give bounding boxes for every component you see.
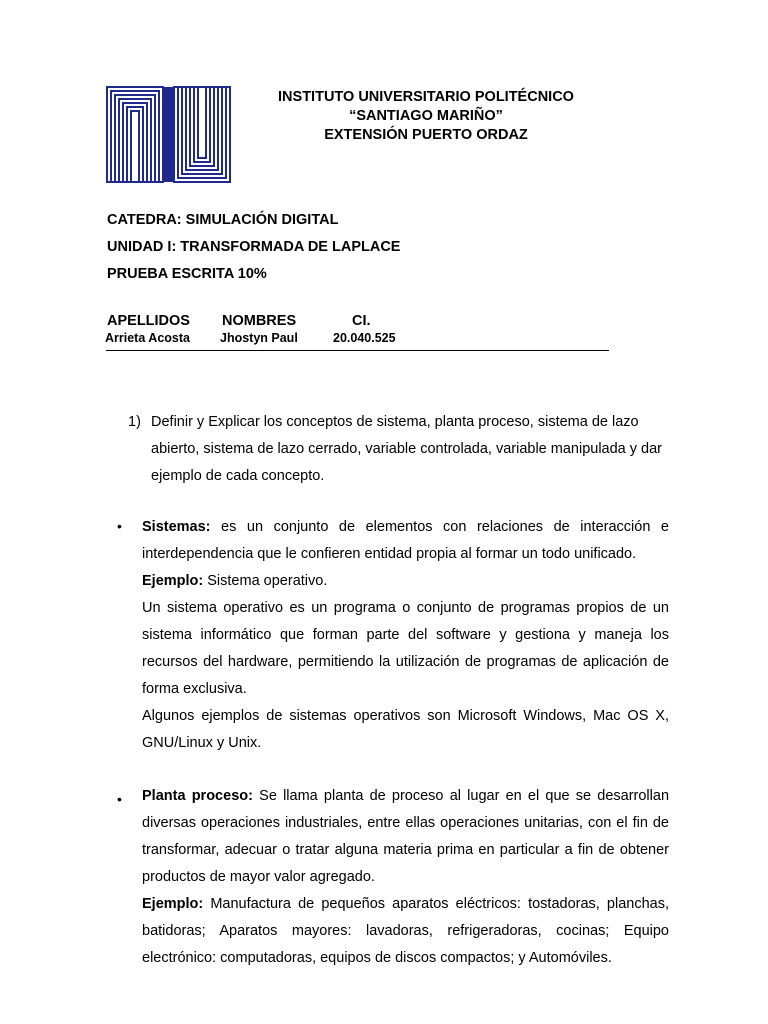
bullet-icon: • (117, 791, 122, 807)
question-text: Definir y Explicar los conceptos de sistema, planta proceso, sistema de lazo abierto, sistema de lazo cerrado, variable controlada, variable manipulada y dar ejemplo de cada concepto. (151, 414, 663, 484)
question-number: 1) (128, 414, 141, 430)
header-divider (106, 350, 609, 351)
sistemas-example-text: Sistema operativo. (203, 573, 328, 589)
course-catedra: CATEDRA: SIMULACIÓN DIGITAL (107, 212, 339, 228)
planta-term: Planta proceso: (142, 788, 253, 804)
course-unit: UNIDAD I: TRANSFORMADA DE LAPLACE (107, 239, 401, 255)
header-nombres: NOMBRES (222, 313, 297, 329)
sistemas-detail-1: Un sistema operativo es un programa o conjunto de programas propios de un sistema informático que forman parte del software y gestiona y maneja los recursos del hardware, permitiendo la utilización de programas de aplicación de forma exclusiva. (142, 600, 669, 697)
sistemas-example-label: Ejemplo: (142, 573, 204, 589)
student-apellidos: Arrieta Acosta (105, 331, 190, 345)
student-ci: 20.040.525 (333, 331, 396, 345)
institution-logo (106, 86, 231, 183)
institution-extension: EXTENSIÓN PUERTO ORDAZ (324, 127, 528, 143)
planta-section (142, 783, 669, 972)
sistemas-term: Sistemas: (142, 519, 211, 535)
bullet-icon: • (117, 518, 122, 534)
planta-example-label: Ejemplo: (142, 896, 204, 912)
planta-definition (142, 783, 669, 891)
course-test: PRUEBA ESCRITA 10% (107, 266, 267, 282)
sistemas-section (142, 514, 669, 757)
question-1 (128, 409, 673, 490)
header-apellidos: APELLIDOS (107, 313, 190, 329)
institution-name: INSTITUTO UNIVERSITARIO POLITÉCNICO (278, 89, 574, 105)
planta-example (142, 891, 669, 972)
sistemas-definition-text: es un conjunto de elementos con relaciones de interacción e interdependencia que le confieren entidad propia al formar un todo unificado. (142, 519, 669, 562)
sistemas-definition (142, 514, 669, 568)
planta-definition-text: Se llama planta de proceso al lugar en el que se desarrollan diversas operaciones industriales, entre ellas operaciones unitarias, con el fin de transformar, adecuar o tratar alguna materia prima en particular a fin de obtener productos de mayor valor agregado. (142, 788, 670, 885)
sistemas-detail-2: Algunos ejemplos de sistemas operativos son Microsoft Windows, Mac OS X, GNU/Linux y Unix. (142, 708, 669, 751)
planta-example-text: Manufactura de pequeños aparatos eléctricos: tostadoras, planchas, batidoras; Aparatos mayores: lavadoras, refrigeradoras, cocinas; Equipo electrónico: computadoras, equipos de discos compactos; y Automóviles. (142, 896, 669, 966)
header-ci: CI. (352, 313, 371, 329)
student-nombres: Jhostyn Paul (220, 331, 298, 345)
sistemas-example (142, 568, 669, 595)
institution-subname: “SANTIAGO MARIÑO” (349, 108, 503, 124)
